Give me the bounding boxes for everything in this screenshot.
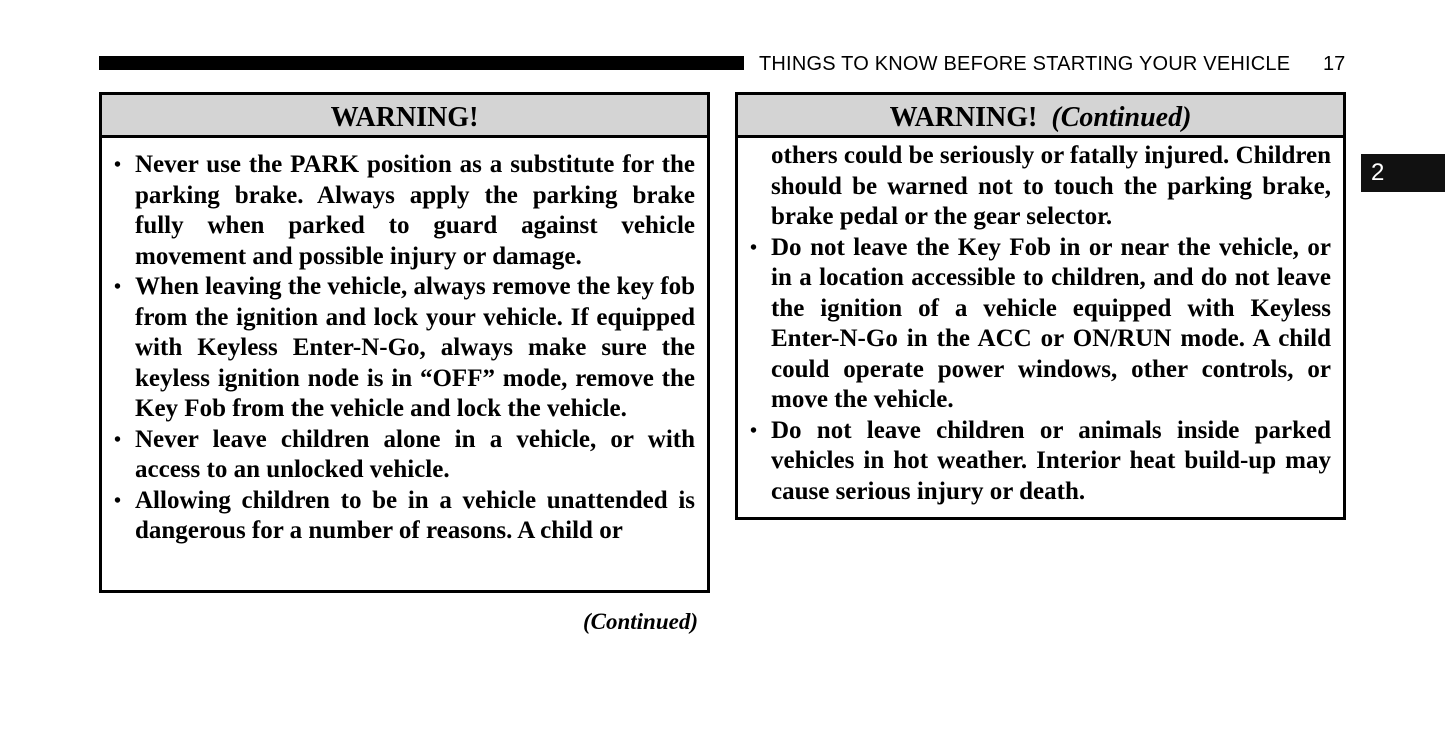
warning-body xyxy=(102,138,707,547)
continuation-text: others could be seriously or fatally injured. Children should be warned not to touch the parking brake, brake pedal or the gear selector. xyxy=(771,142,1331,230)
bullet-icon: • xyxy=(114,154,122,176)
warning-heading-label: WARNING! xyxy=(889,102,1038,133)
warning-list-item xyxy=(750,416,1331,508)
warning-box-right xyxy=(735,92,1346,520)
warning-list-item xyxy=(114,150,695,272)
bullet-icon: • xyxy=(114,489,122,512)
warning-item-text: Allowing children to be in a vehicle unattended is dangerous for a number of reasons. A child or xyxy=(135,486,695,544)
warning-heading xyxy=(738,95,1343,138)
warning-item-text: Do not leave the Key Fob in or near the vehicle, or in a location accessible to children, and do not leave the ignition of a vehicle equipped with Keyless Enter-N-Go in the ACC or ON/RUN mode. A child could operate power windows, other controls, or move the vehicle. xyxy=(771,233,1331,413)
warning-item-text: When leaving the vehicle, always remove the key fob from the ignition and lock your vehicle. If equipped with Keyless Enter-N-Go, always make sure the keyless ignition node is in “OFF” mode, remove the Key Fob from the vehicle and lock the vehicle. xyxy=(135,273,695,422)
bullet-icon: • xyxy=(750,236,758,259)
continued-note: (Continued) xyxy=(582,609,698,634)
warning-list-item xyxy=(114,425,695,486)
page-number: 17 xyxy=(1323,53,1346,75)
warning-heading-continued: (Continued) xyxy=(1051,102,1192,133)
warning-list-item xyxy=(114,486,695,547)
warning-item-text: Never leave children alone in a vehicle, or with access to an unlocked vehicle. xyxy=(135,425,695,483)
header-rule xyxy=(99,56,744,70)
warning-item-text: Never use the PARK position as a substitute for the parking brake. Always apply the parking brake fully when parked to guard against vehicle movement and possible injury or damage. xyxy=(135,151,695,270)
warning-list-item xyxy=(750,233,1331,416)
section-title: THINGS TO KNOW BEFORE STARTING YOUR VEHICLE xyxy=(759,53,1291,75)
warning-list-item xyxy=(114,272,695,425)
warning-heading-label: WARNING! xyxy=(330,102,479,133)
warning-heading xyxy=(102,95,707,138)
bullet-icon: • xyxy=(114,276,122,298)
bullet-icon: • xyxy=(750,419,758,442)
warning-box-left xyxy=(99,92,710,593)
warning-item-text: Do not leave children or animals inside parked vehicles in hot weather. Interior heat build-up may cause serious injury or death. xyxy=(771,416,1331,505)
warning-body xyxy=(738,138,1343,507)
chapter-tab: 2 xyxy=(1361,154,1445,192)
bullet-icon: • xyxy=(114,428,122,451)
